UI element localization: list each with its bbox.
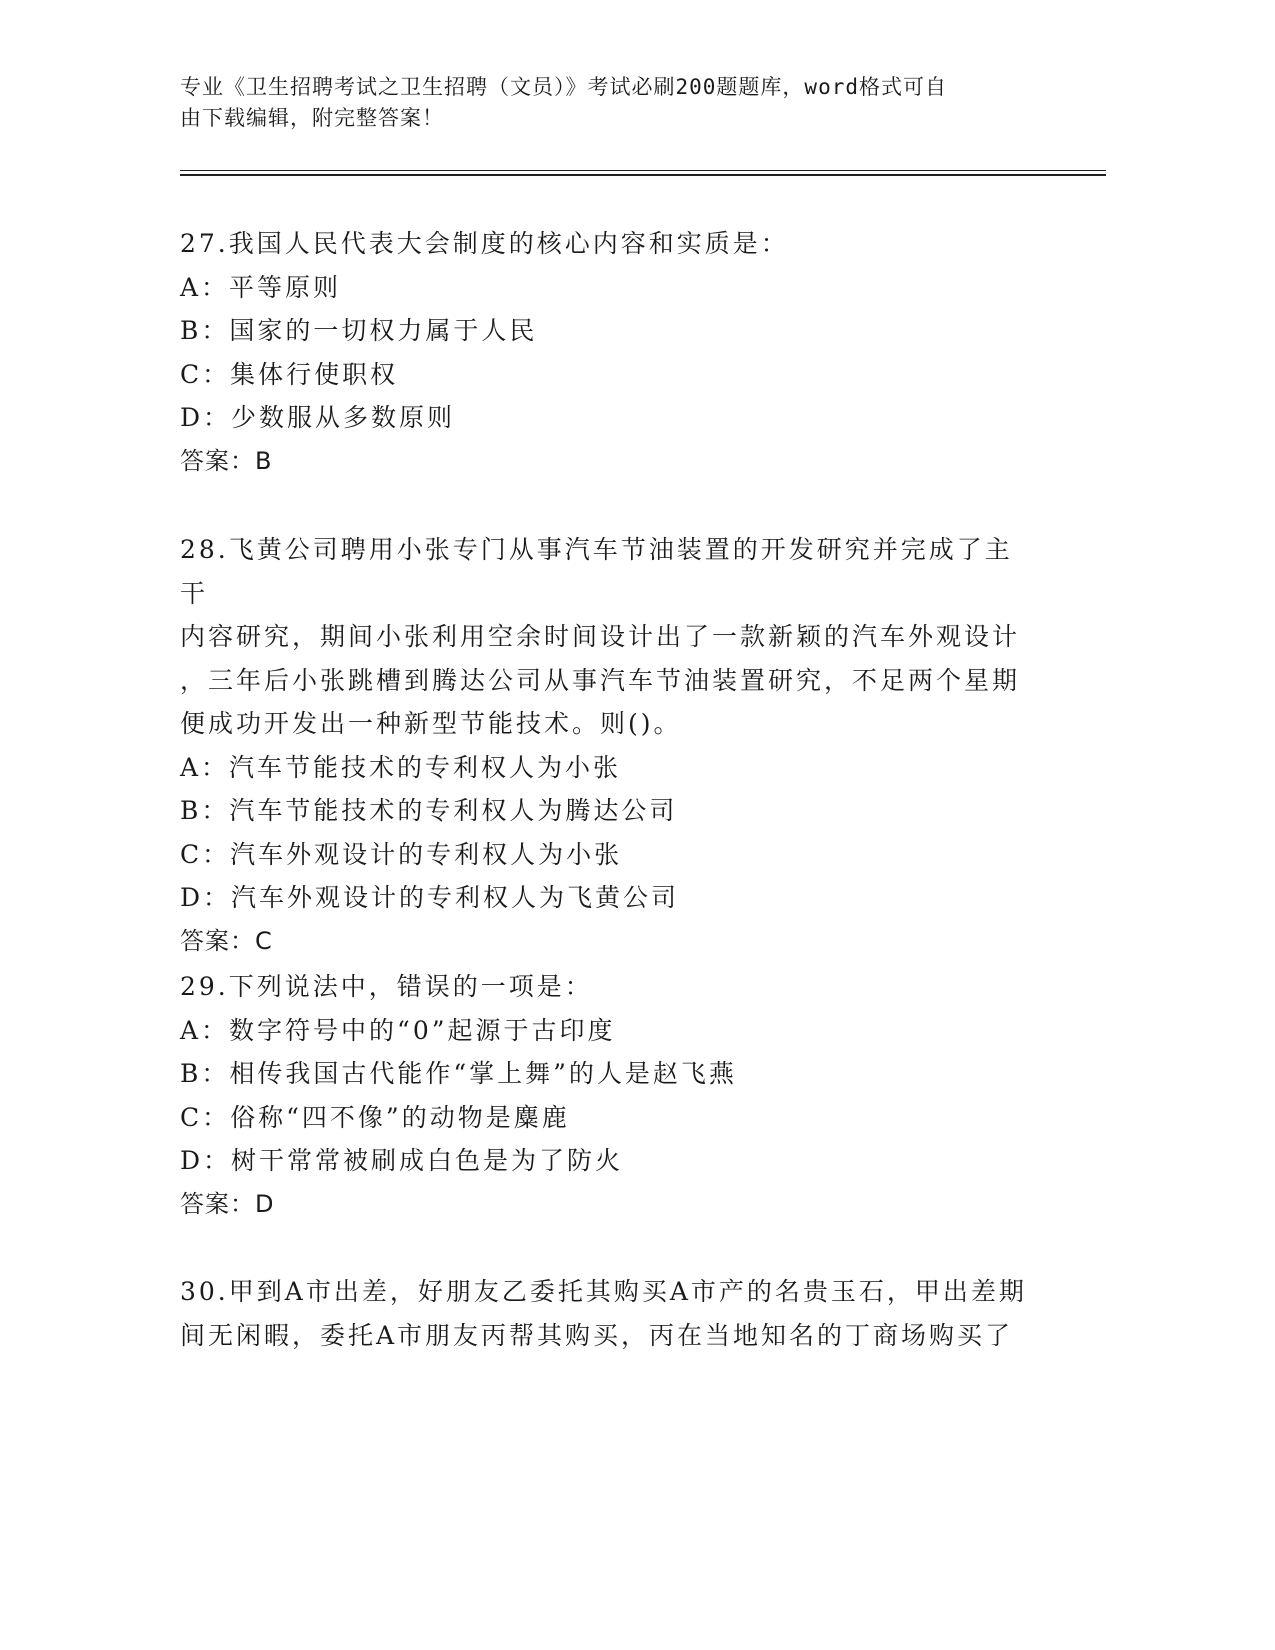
option-d: D：树干常常被刷成白色是为了防火 bbox=[180, 1146, 624, 1175]
option-c: C：俗称“四不像”的动物是麋鹿 bbox=[180, 1102, 570, 1132]
answer: 答案：B bbox=[180, 446, 273, 475]
question-stem-line-1: 30.甲到A市出差，好朋友乙委托其购买A市产的名贵玉石，甲出差期 bbox=[180, 1277, 1027, 1306]
option-d: D：汽车外观设计的专利权人为飞黄公司 bbox=[180, 883, 680, 912]
question-stem-line-3: ，三年后小张跳槽到腾达公司从事汽车节油装置研究，不足两个星期 bbox=[180, 665, 1021, 695]
option-c: C：汽车外观设计的专利权人为小张 bbox=[180, 839, 623, 869]
option-b: B：国家的一切权力属于人民 bbox=[180, 316, 538, 345]
question-stem-line-2: 内容研究，期间小张利用空余时间设计出了一款新颖的汽车外观设计 bbox=[180, 622, 1021, 651]
header-divider-thick bbox=[180, 174, 1106, 176]
question-stem-line-2: 间无闲暇，委托A市朋友丙帮其购买，丙在当地知名的丁商场购买了 bbox=[180, 1320, 1014, 1350]
answer: 答案：D bbox=[180, 1189, 275, 1218]
header-divider-thin bbox=[180, 170, 1106, 171]
header-line-1: 专业《卫生招聘考试之卫生招聘（文员）》考试必刷200题题库，word格式可自 bbox=[180, 75, 947, 99]
option-b: B：相传我国古代能作“掌上舞”的人是赵飞燕 bbox=[180, 1059, 737, 1088]
option-a: A：平等原则 bbox=[180, 272, 342, 302]
option-d: D：少数服从多数原则 bbox=[180, 403, 456, 432]
question-28 bbox=[180, 528, 1040, 963]
option-a: A：数字符号中的“0”起源于古印度 bbox=[180, 1015, 616, 1045]
option-c: C：集体行使职权 bbox=[180, 359, 399, 389]
option-a: A：汽车节能技术的专利权人为小张 bbox=[180, 752, 622, 782]
question-30 bbox=[180, 1270, 1040, 1357]
question-stem-line-1: 28.飞黄公司聘用小张专门从事汽车节油装置的开发研究并完成了主干 bbox=[180, 535, 1013, 608]
answer: 答案：C bbox=[180, 926, 273, 955]
option-b: B：汽车节能技术的专利权人为腾达公司 bbox=[180, 796, 678, 825]
header-line-2: 由下载编辑，附完整答案！ bbox=[180, 106, 444, 130]
question-stem: 29.下列说法中，错误的一项是： bbox=[180, 972, 593, 1001]
question-29 bbox=[180, 965, 1040, 1226]
document-header bbox=[180, 72, 1040, 134]
question-stem-line-4: 便成功开发出一种新型节能技术。则()。 bbox=[180, 709, 682, 738]
question-stem: 27.我国人民代表大会制度的核心内容和实质是： bbox=[180, 229, 789, 258]
question-27 bbox=[180, 222, 1040, 483]
